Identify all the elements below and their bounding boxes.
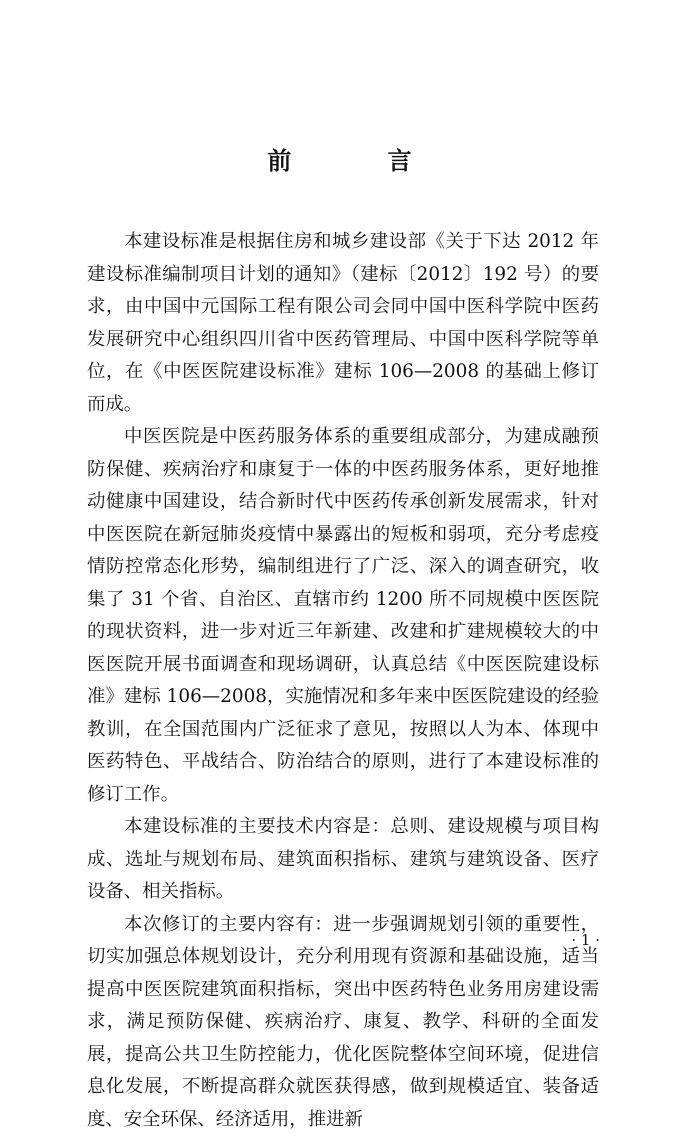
page-title: 前 言 [0, 145, 679, 177]
paragraph-revision-content: 本次修订的主要内容有：进一步强调规划引领的重要性，切实加强总体规划设计，充分利用现有资源和基础设施，适当提高中医医院建筑面积指标，突出中医药特色业务用房建设需求，满足预防保健、疾病治疗、康复、教学、科研的全面发展，提高公共卫生防控能力，优化医院整体空间环境，促进信息化发展，不断提高群众就医获得感，做到规模适宜、装备适度、安全环保、经济适用，推进新 [87, 909, 599, 1136]
page-number: · 1 · [530, 930, 600, 950]
paragraph-background: 中医医院是中医药服务体系的重要组成部分，为建成融预防保健、疾病治疗和康复于一体的中医药服务体系，更好地推动健康中国建设，结合新时代中医药传承创新发展需求，针对中医医院在新冠肺炎疫情中暴露出的短板和弱项，充分考虑疫情防控常态化形势，编制组进行了广泛、深入的调查研究，收集了 31 个省、自治区、直辖市约 1200 所不同规模中医医院的现状资料，进一步对近三年新建、改建和扩建规模较大的中医医院开展书面调查和现场调研，认真总结《中医医院建设标准》建标 106—2008，实施情况和多年来中医医院建设的经验教训，在全国范围内广泛征求了意见，按照以人为本、体现中医药特色、平战结合、防治结合的原则，进行了本建设标准的修订工作。 [87, 421, 599, 811]
paragraph-basis: 本建设标准是根据住房和城乡建设部《关于下达 2012 年建设标准编制项目计划的通知》（建标〔2012〕192 号）的要求，由中国中元国际工程有限公司会同中国中医科学院中医药发展研究中心组织四川省中医药管理局、中国中医科学院等单位，在《中医医院建设标准》建标 106—2008 的基础上修订而成。 [87, 226, 599, 421]
preface-body [87, 226, 599, 1136]
paragraph-technical-content: 本建设标准的主要技术内容是：总则、建设规模与项目构成、选址与规划布局、建筑面积指标、建筑与建筑设备、医疗设备、相关指标。 [87, 811, 599, 909]
